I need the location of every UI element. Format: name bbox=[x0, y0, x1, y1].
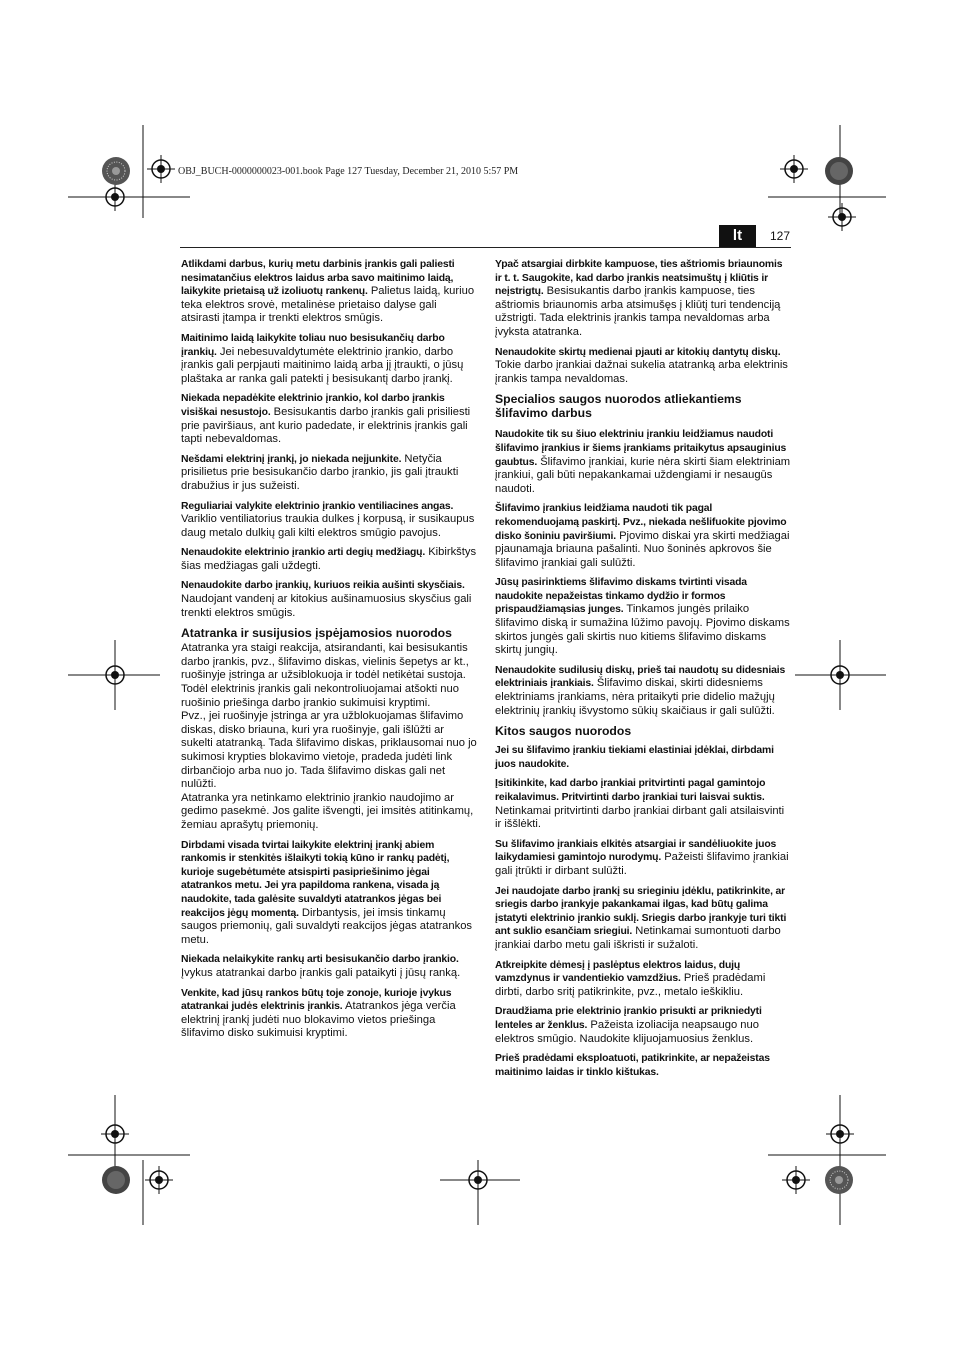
paragraph: Reguliariai valykite elektrinio įrankio ventiliacines angas. Variklio ventiliatorius traukia dulkes į korpusą, ir susikaupus daug metalo dulkių gali kilti elektros smūgio pavojus. bbox=[181, 500, 475, 539]
paragraph: Niekada nelaikykite rankų arti besisukančio darbo įrankio. Įvykus atatrankai darbo įrankis gali pataikyti į jūsų ranką. bbox=[181, 954, 461, 979]
paragraph: Niekada nepadėkite elektrinio įrankio, kol darbo įrankis visiškai nesustojo. Besisukantis darbo įrankis gali prisiliesti prie paviršiaus, ant kurio padedate, ir elektrinis įrankis gali tapti nebevaldomas. bbox=[181, 393, 471, 446]
registration-target-icon bbox=[101, 183, 129, 211]
registration-target-icon bbox=[101, 1120, 129, 1148]
paragraph: Nenaudokite darbo įrankių, kuriuos reikia aušinti skysčiais. Naudojant vandenį ar kitokius aušinamuosius skysčius gali trenkti elektros smūgis. bbox=[181, 580, 472, 619]
right-column bbox=[495, 258, 791, 1085]
section-heading: Specialios saugos nuorodos atliekantiems šlifavimo darbus bbox=[495, 392, 742, 421]
paragraph: Jūsų pasirinktiems šlifavimo diskams tvirtinti visada naudokite nepažeistas tinkamo dydžio ir formos prispaudžiamąsias junges. Tinkamos jungės prilaiko šlifavimo diską ir sumažina lūžimo pavojų. Pjovimo diskams skirtos jungės gali skirtis nuo kitiems šlifavimo diskams skirtų jungių. bbox=[495, 577, 790, 657]
color-wheel-icon bbox=[824, 1165, 854, 1195]
registration-target-icon bbox=[101, 661, 129, 689]
paragraph: Prieš pradėdami eksploatuoti, patikrinkite, ar nepažeistas maitinimo laidas ir tinklo kištukas. bbox=[495, 1053, 770, 1078]
paragraph: Nenaudokite elektrinio įrankio arti degių medžiagų. Kibirkštys šias medžiagas gali uždegti. bbox=[181, 546, 477, 572]
paragraph: Nenaudokite skirtų medienai pjauti ar kitokių dantytų diskų. Tokie darbo įrankiai dažnai sukelia atatranką arba elektrinis įrankis tampa nevaldomas. bbox=[495, 346, 788, 385]
registration-target-icon bbox=[826, 1120, 854, 1148]
paragraph: Jei su šlifavimo įrankiu tiekiami elastiniai įdėklai, dirbdami juos naudokite. bbox=[495, 745, 774, 770]
paragraph: Venkite, kad jūsų rankos būtų toje zonoje, kurioje įvykus atatrankai judės elektrinis įrankis. Atatrankos jėga verčia elektrinį įrankį judėti nuo blokavimo vietos priešinga šlifavimo disko sukimuisi kryptimi. bbox=[181, 987, 456, 1040]
paragraph: Naudokite tik su šiuo elektriniu įrankiu leidžiamus naudoti šlifavimo įrankius ir šiems įrankiams pritaikytus apsauginius gaubtus. Šlifavimo įrankiai, kurie nėra skirti šiam elektriniam įrankiui, gali būti nepakankamai uždengiami ir nesaugūs naudoti. bbox=[495, 429, 791, 495]
left-column bbox=[181, 258, 477, 1047]
registration-target-icon bbox=[828, 203, 856, 231]
language-badge: lt bbox=[719, 225, 756, 247]
color-wheel-icon bbox=[101, 156, 131, 186]
section-heading: Kitos saugos nuorodos bbox=[495, 724, 632, 739]
paragraph: Draudžiama prie elektrinio įrankio prisukti ar prikniedyti lenteles ar ženklus. Pažeista izoliacija neapsaugo nuo elektros smūgio. Naudokite klijuojamuosius ženklus. bbox=[495, 1006, 762, 1045]
paragraph: Nenaudokite sudilusių diskų, prieš tai naudotų su didesniais elektriniais įrankiais. Šlifavimo diskai, skirti didesniems elektriniams įrankiams, nėra pritaikyti prie didelio mažųjų elektrinių įrankių išvystomo sūkių skaičiaus ir gali sulūžti. bbox=[495, 664, 786, 717]
paragraph: Pvz., jei ruošinyje įstringa ar yra užblokuojamas šlifavimo diskas, disko briauna, kuri yra ruošinyje, gali išlūžti ar sukelti atatranką. Tada šlifavimo diskas, priklausomai nuo jo sukimosi krypties blokavimo vietoje, pradeda judėti link dirbančiojo arba nuo jo. Tada šlifavimo diskas gali net nulūžti. bbox=[181, 710, 477, 791]
registration-target-icon bbox=[464, 1166, 492, 1194]
registration-target-icon bbox=[147, 155, 175, 183]
paragraph: Ypač atsargiai dirbkite kampuose, ties aštriomis briaunomis ir t. t. Saugokite, kad darbo įrankis neatsimuštų į kliūtis ir neįstrigtų. Besisukantis darbo įrankis kampuose, ties aštriomis briaunomis arba atsimušęs į kliūtį turi tendenciją užstrigti. Tada elektrinis įrankis tampa nevaldomas arba įvyksta atatranka. bbox=[495, 259, 783, 338]
paragraph: Įsitikinkite, kad darbo įrankiai pritvirtinti pagal gamintojo reikalavimus. Pritvirtinti darbo įrankiai turi laisvai suktis. Netinkamai pritvirtinti darbo įrankiai dirbant gali atsilaisvinti ir iššlėkti. bbox=[495, 778, 785, 831]
paragraph: Jei naudojate darbo įrankį su srieginiu įdėklu, patikrinkite, ar sriegis darbo įrankyje pakankamai ilgas, kad būtų galima įstatyti elektrinio įrankio suklį. Sriegis darbo įrankyje turi tikti ant suklio esančiam sriegiui. Netinkamai sumontuoti darbo įrankiai darbo metu gali iškristi ir sužaloti. bbox=[495, 885, 787, 951]
registration-target-icon bbox=[780, 155, 808, 183]
paragraph: Maitinimo laidą laikykite toliau nuo besisukančių darbo įrankių. Jei nebesuvaldytumėte elektrinio įrankio, darbo įrankis gali perpjauti maitinimo laidą arba jį įtraukti, o jūsų plaštaka ar ranka gali patekti į besisukantį darbo įrankį. bbox=[181, 332, 464, 385]
registration-target-icon bbox=[826, 661, 854, 689]
paragraph: Atatranka yra staigi reakcija, atsirandanti, kai besisukantis darbo įrankis, pvz., šlifavimo diskas, vielinis šepetys ar kt., ruošinyje įstringa ar užsiblokuoja ir todėl netikėtai sustoja. Todėl elektrinis įrankis gali nekontroliuojamai atšokti nuo ruošinio priešinga darbo įrankio sukimuisi kryptimi. bbox=[181, 642, 469, 709]
paragraph: Šlifavimo įrankius leidžiama naudoti tik pagal rekomenduojamą paskirtį. Pvz., niekada nešlifuokite pjovimo disko šoniniu paviršiumi. Pjovimo diskai yra skirti medžiagai pjaunamąja briauna pašalinti. Nuo šoninės apkrovos šie šlifavimo įrankiai gali sulūžti. bbox=[495, 503, 790, 569]
paragraph: Atatranka yra netinkamo elektrinio įrankio naudojimo ar gedimo pasekmė. Jos galite išvengti, jei imsitės atitinkamų, žemiau aprašytų priemonių. bbox=[181, 791, 474, 831]
registration-target-icon bbox=[782, 1166, 810, 1194]
section-heading: Atatranka ir susijusios įspėjamosios nuorodos bbox=[181, 626, 452, 641]
file-info-header: OBJ_BUCH-0000000023-001.book Page 127 Tuesday, December 21, 2010 5:57 PM bbox=[178, 166, 519, 177]
paragraph: Su šlifavimo įrankiais elkitės atsargiai ir sandėliuokite juos laikydamiesi gamintojo nurodymų. Pažeisti šlifavimo įrankiai gali įtrūkti ir dirbant sulūžti. bbox=[495, 838, 789, 877]
header-rule bbox=[180, 247, 791, 248]
paragraph: Dirbdami visada tvirtai laikykite elektrinį įrankį abiem rankomis ir stenkitės išlaikyti tokią kūno ir rankų padėtį, kurioje sugebėtumėte atsispirti pasipriešinimo jėgai atatrankos metu. Jei yra papildoma rankena, visada ją naudokite, tada galėsite suvaldyti atatrankos jėgas bei reakcijos jėgų momentą. Dirbantysis, jei imsis tinkamų saugos priemonių, gali suvaldyti reakcijos jėgas atatrankos metu. bbox=[181, 839, 473, 946]
color-wheel-icon bbox=[824, 156, 854, 186]
paragraph: Atlikdami darbus, kurių metu darbinis įrankis gali paliesti nesimatančius elektros laidus arba savo maitinimo laidą, laikykite prietaisą už izoliuotų rankenų. Palietus laidą, kuriuo teka elektros srovė, metalinėse prietaiso dalyse gali atsirasti įtampa ir trenkti elektros smūgis. bbox=[181, 259, 475, 325]
paragraph: Atkreipkite dėmesį į paslėptus elektros laidus, dujų vamzdynus ir vandentiekio vamzdžius. Prieš pradėdami dirbti, darbo sritį patikrinkite, pvz., metalo ieškikliu. bbox=[495, 959, 766, 998]
color-wheel-icon bbox=[101, 1165, 131, 1195]
page-number: 127 bbox=[770, 229, 791, 243]
registration-target-icon bbox=[145, 1166, 173, 1194]
paragraph: Nešdami elektrinį įrankį, jo niekada neįjunkite. Netyčia prisilietus prie besisukančio darbo įrankio, jis gali įtraukti drabužius ir jus sužeisti. bbox=[181, 452, 459, 492]
